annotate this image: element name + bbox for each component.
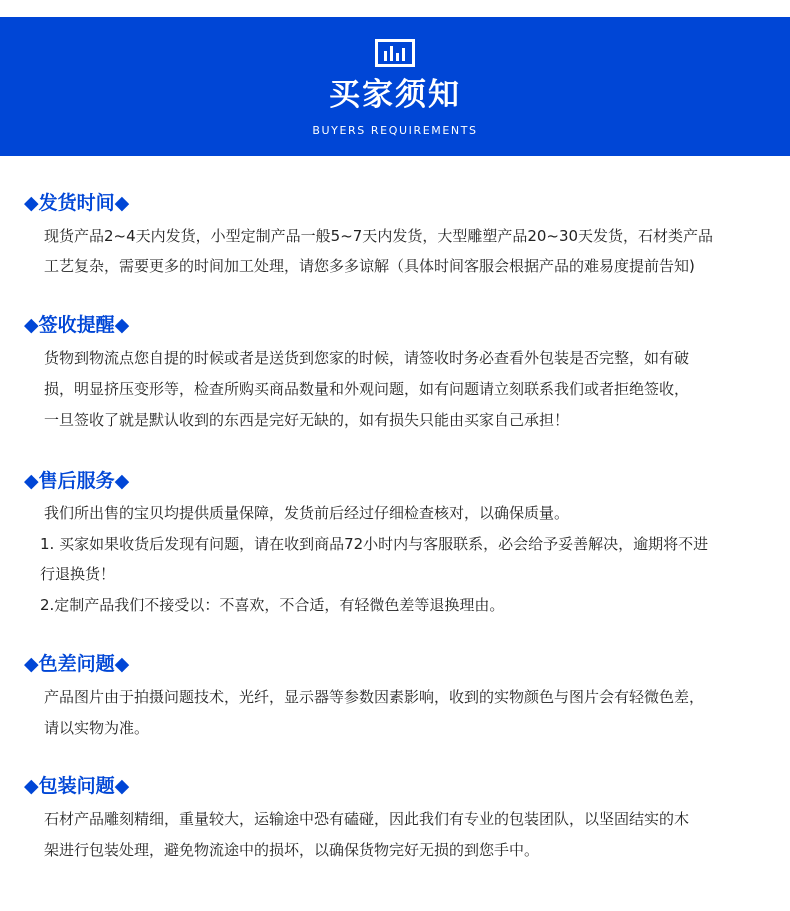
section-text-line: 货物到物流点您自提的时候或者是送货到您家的时候，请签收时务必查看外包装是否完整，如有破 (44, 349, 690, 367)
section-title: ◆包装问题◆ (24, 775, 130, 797)
section-text-line: 1. 买家如果收货后发现有问题，请在收到商品72小时内与客服联系，必会给予妥善解决，逾期将不进 (40, 535, 709, 553)
bar-chart-frame-icon (375, 39, 415, 67)
section-text-line: 我们所出售的宝贝均提供质量保障，发货前后经过仔细检查核对，以确保质量。 (44, 504, 570, 522)
section-title: ◆色差问题◆ (24, 653, 130, 675)
page-title: 买家须知 (329, 77, 461, 113)
section-text-line: 架进行包装处理，避免物流途中的损坏，以确保货物完好无损的到您手中。 (44, 841, 540, 859)
section-title: ◆售后服务◆ (24, 470, 130, 492)
section-text-line: 行退换货！ (40, 565, 116, 583)
section-text-line: 现货产品2~4天内发货，小型定制产品一般5~7天内发货，大型雕塑产品20~30天发货，石材类产品 (44, 227, 714, 245)
section-title: ◆签收提醒◆ (24, 314, 130, 336)
section-text-line: 2.定制产品我们不接受以：不喜欢，不合适，有轻微色差等退换理由。 (40, 596, 505, 614)
header-banner (0, 17, 790, 156)
section-text-line: 石材产品雕刻精细，重量较大，运输途中恐有磕碰，因此我们有专业的包装团队，以坚固结实的木 (44, 810, 690, 828)
section-text-line: 工艺复杂，需要更多的时间加工处理，请您多多谅解（具体时间客服会根据产品的难易度提前告知) (44, 257, 695, 275)
page-subtitle: BUYERS REQUIREMENTS (312, 124, 478, 137)
section-text-line: 损，明显挤压变形等，检查所购买商品数量和外观问题，如有问题请立刻联系我们或者拒绝签收， (44, 380, 690, 398)
section-text-line: 请以实物为准。 (44, 719, 150, 737)
section-text-line: 一旦签收了就是默认收到的东西是完好无缺的，如有损失只能由买家自己承担！ (44, 411, 570, 429)
section-text-line: 产品图片由于拍摄问题技术，光纤，显示器等参数因素影响，收到的实物颜色与图片会有轻微色差， (44, 688, 705, 706)
section-title: ◆发货时间◆ (24, 192, 130, 214)
